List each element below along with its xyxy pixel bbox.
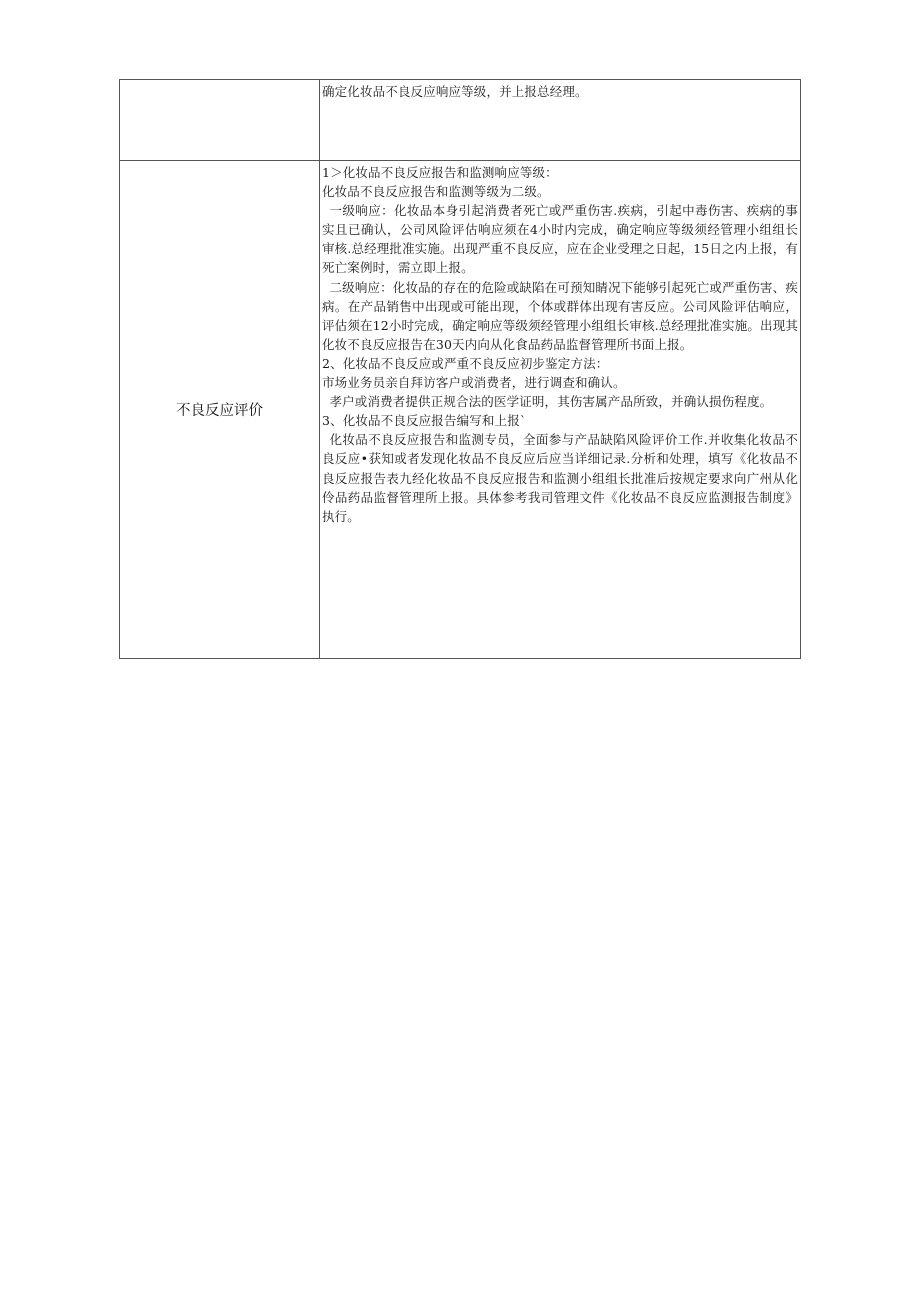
paragraph: 一级响应：化妆品本身引起消费者死亡或严重伤害.疾病，引起中毒伤害、疾病的事实且已确认，公司风险评估响应须在4小时内完成，确定响应等级须经管理小组组长审核.总经理批准实施。出现严重不良反应，应在企业受理之日起，15日之内上报，有死亡案例时，需立即上报。 — [322, 203, 798, 276]
table-row — [120, 161, 801, 659]
row-content-cell — [320, 80, 801, 161]
table-row — [120, 80, 801, 161]
section-heading: 1＞化妆品不良反应报告和监测响应等级： — [322, 165, 558, 180]
paragraph: 化妆品不良反应报告和监测等级为二级。 — [322, 184, 550, 200]
paragraph: 孝户或消费者提供正规合法的医学证明，其伤害属产品所致，并确认损伤程度。 — [329, 394, 773, 410]
row-content-cell — [320, 161, 801, 659]
document-table — [119, 79, 801, 659]
section-heading: 2、化妆品不良反应或严重不良反应初步鉴定方法： — [322, 355, 609, 371]
paragraph: 确定化妆品不良反应响应等级，并上报总经理。 — [322, 84, 588, 99]
row-label-cell — [120, 161, 320, 659]
row-label-cell — [120, 80, 320, 161]
paragraph: 二级响应：化妆品的存在的危险或缺陷在可预知睛况下能够引起死亡或严重伤害、疾病。在产品销售中出现或可能出现，个体或群体出现有害反应。公司风险评估响应，评估须在12小时完成，确定响应等级须经管理小组组长审核.总经理批准实施。出现其化妆不良反应报告在30天内向从化食品药品监督管理所书面上报。 — [322, 279, 798, 352]
section-heading: 3、化妆品不良反应报告编写和上报` — [322, 413, 527, 429]
row-label: 不良反应评价 — [176, 403, 263, 419]
paragraph: 化妆品不良反应报告和监测专员，全面参与产品缺陷风险评价工作.并收集化妆品不良反应•获知或者发现化妆品不良反应后应当详细记录.分析和处理，填写《化妆品不良反应报告表九经化妆品不良反应报告和监测小组组长批准后按规定要求向广州从化伶品药品监督管理所上报。具体参考我司管理文件《化妆品不良反应监测报告制度》执行。 — [322, 432, 798, 524]
paragraph: 市场业务员亲自拜访客户或消费者，进行调查和确认。 — [322, 375, 626, 391]
